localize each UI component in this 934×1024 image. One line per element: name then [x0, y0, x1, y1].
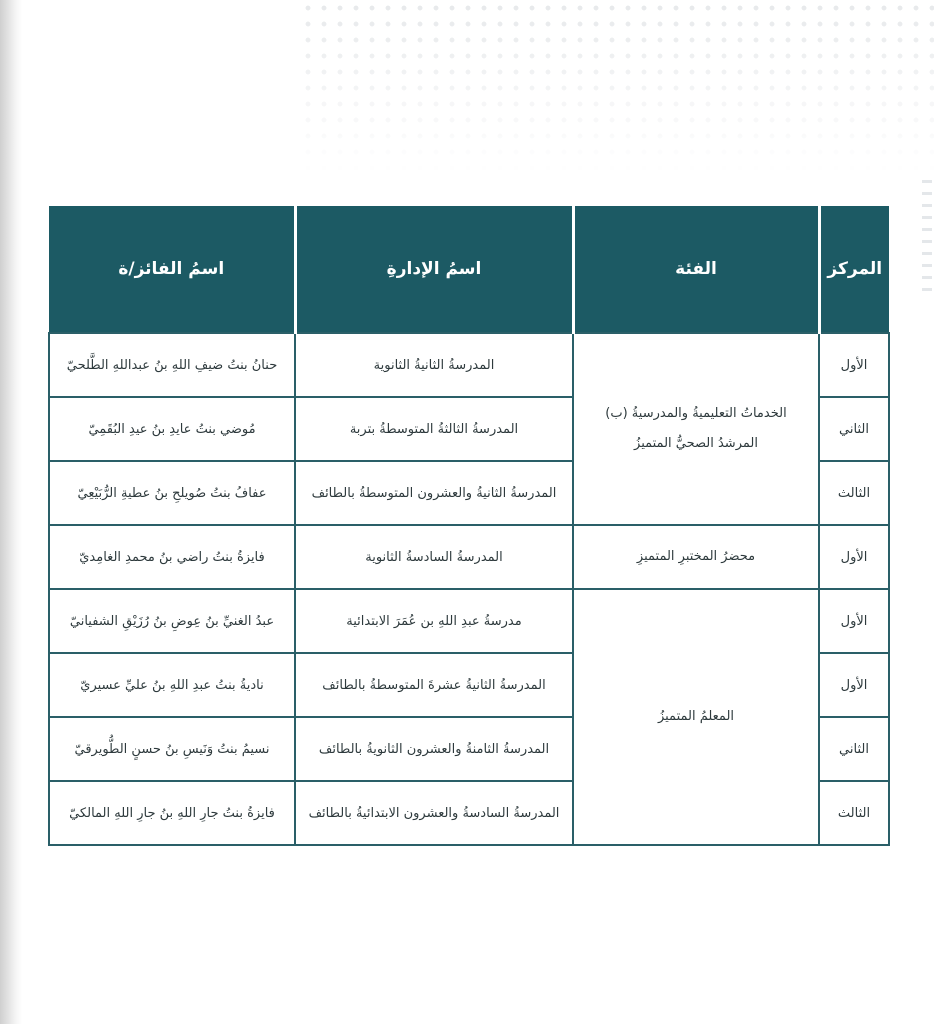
winner-cell: عبدُ الغنيِّ بنُ عِوضِ بنُ رُزَيْقِ الشفيانيّ — [49, 589, 295, 653]
table-header-row — [49, 206, 889, 333]
category-cell — [573, 333, 819, 525]
rank-cell: الثالث — [819, 781, 889, 845]
header-rank: المركز — [819, 206, 889, 333]
rank-cell: الثالث — [819, 461, 889, 525]
department-cell: مدرسةُ عبدِ اللهِ بن عُمَرَ الابتدائية — [295, 589, 573, 653]
decorative-dot-pattern — [300, 0, 934, 170]
category-cell: المعلمُ المتميزُ — [573, 589, 819, 845]
department-cell: المدرسةُ الثانيةُ عشرةَ المتوسطةُ بالطائف — [295, 653, 573, 717]
department-cell: المدرسةُ السادسةُ والعشرون الابتدائيةُ بالطائف — [295, 781, 573, 845]
department-cell: المدرسةُ الثانيةُ الثانوية — [295, 333, 573, 397]
rank-cell: الثاني — [819, 397, 889, 461]
rank-cell: الأول — [819, 589, 889, 653]
winner-cell: فايزةُ بنتُ راضي بنُ محمدِ الغامِديّ — [49, 525, 295, 589]
department-cell: المدرسةُ الثانيةُ والعشرون المتوسطةُ بالطائف — [295, 461, 573, 525]
decorative-stripes — [922, 180, 934, 480]
rank-cell: الأول — [819, 333, 889, 397]
rank-cell: الثاني — [819, 717, 889, 781]
winner-cell: فايزةُ بنتُ جارِ اللهِ بنُ جارِ اللهِ المالكيّ — [49, 781, 295, 845]
category-label: المرشدُ الصحيُّ المتميزُ — [634, 436, 758, 451]
header-department: اسمُ الإدارةِ — [295, 206, 573, 333]
header-winner: اسمُ الفائز/ة — [49, 206, 295, 333]
header-category: الفئة — [573, 206, 819, 333]
department-cell: المدرسةُ السادسةُ الثانوية — [295, 525, 573, 589]
winner-cell: حنانُ بنتُ ضيفِ اللهِ بنُ عبداللهِ الطَّلحيّ — [49, 333, 295, 397]
rank-cell: الأول — [819, 653, 889, 717]
department-cell: المدرسةُ الثامنةُ والعشرون الثانويةُ بالطائف — [295, 717, 573, 781]
table-row — [49, 333, 889, 397]
department-cell: المدرسةُ الثالثةُ المتوسطةُ بتربة — [295, 397, 573, 461]
winners-table — [48, 206, 890, 846]
winner-cell: ناديةُ بنتُ عبدِ اللهِ بنُ عليِّ عسيريّ — [49, 653, 295, 717]
winner-cell: مُوضي بنتُ عايدِ بنُ عيدِ البُقَمِيّ — [49, 397, 295, 461]
category-cell: محضرُ المختبرِ المتميزِ — [573, 525, 819, 589]
table-row — [49, 589, 889, 653]
rank-cell: الأول — [819, 525, 889, 589]
category-label: الخدماتُ التعليميةُ والمدرسيةُ (ب) — [605, 406, 787, 421]
left-edge-shadow — [0, 0, 22, 1024]
winner-cell: عفافُ بنتُ صُويلحِ بنُ عطيةِ الرُّبَيْعِيّ — [49, 461, 295, 525]
winner-cell: نسيمُ بنتُ وَنَيسِ بنُ حسنٍ الطُّويرقيّ — [49, 717, 295, 781]
table-row — [49, 525, 889, 589]
